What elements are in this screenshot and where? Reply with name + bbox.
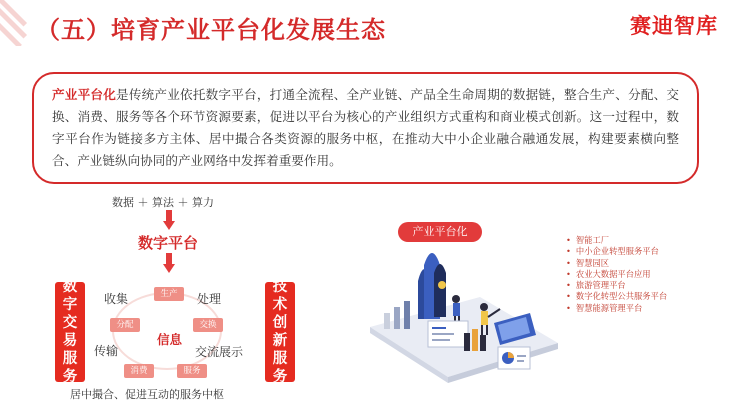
node-exchange-display: 交流展示 [195, 345, 244, 359]
intro-text: 是传统产业依托数字平台，打通全流程、全产业链、产品全生命周期的数据链，整合生产、分配、交换、消费、服务等各个环节资源要素，促进以平台为核心的产业组织方式重构和商业模式创新。这一过程中，数字平台作为链接多方主体、居中撮合各类资源的服务中枢，在推动大中小企业融合融通发展，构建要素横向整合、产业链纵向协同的产业网络中发挥着重要作用。 [52, 87, 680, 168]
pill-produce: 生产 [154, 287, 184, 301]
pill-service: 服务 [177, 364, 207, 378]
list-item: • 中小企业转型服务平台 [566, 246, 667, 257]
tech-innovation-service-box: 技 术 创 新 服 务 [265, 282, 295, 382]
intro-box [32, 72, 699, 184]
brand-logo: 赛迪智库 [630, 14, 718, 38]
list-item: • 旅游管理平台 [566, 280, 667, 291]
industry-platform-tag: 产业平台化 [398, 222, 482, 242]
pill-exchange: 交换 [193, 318, 223, 332]
arrow-down-icon [163, 253, 175, 275]
node-transmit: 传输 [94, 344, 119, 358]
page-title: （五）培育产业平台化发展生态 [36, 16, 386, 44]
list-item: • 智慧能源管理平台 [566, 303, 667, 314]
list-item: • 智能工厂 [566, 235, 667, 246]
pill-consume: 消费 [124, 364, 154, 378]
intro-lead: 产业平台化 [52, 87, 117, 102]
node-collect: 收集 [104, 292, 129, 306]
platform-bullet-list [566, 235, 667, 314]
node-information: 信息 [157, 332, 183, 347]
digital-platform-label: 数字平台 [138, 234, 199, 252]
platform-illustration [360, 225, 560, 404]
list-item: • 数字化转型公共服务平台 [566, 291, 667, 302]
diagram-caption: 居中撮合、促进互动的服务中枢 [70, 388, 224, 401]
digital-trade-service-box: 数 字 交 易 服 务 [55, 282, 85, 382]
list-item: • 智慧园区 [566, 258, 667, 269]
list-item: • 农业大数据平台应用 [566, 269, 667, 280]
inputs-label: 数据 ＋ 算法 ＋ 算力 [112, 196, 214, 209]
pill-distribute: 分配 [110, 318, 140, 332]
node-process: 处理 [197, 292, 222, 306]
arrow-down-icon [163, 210, 175, 232]
